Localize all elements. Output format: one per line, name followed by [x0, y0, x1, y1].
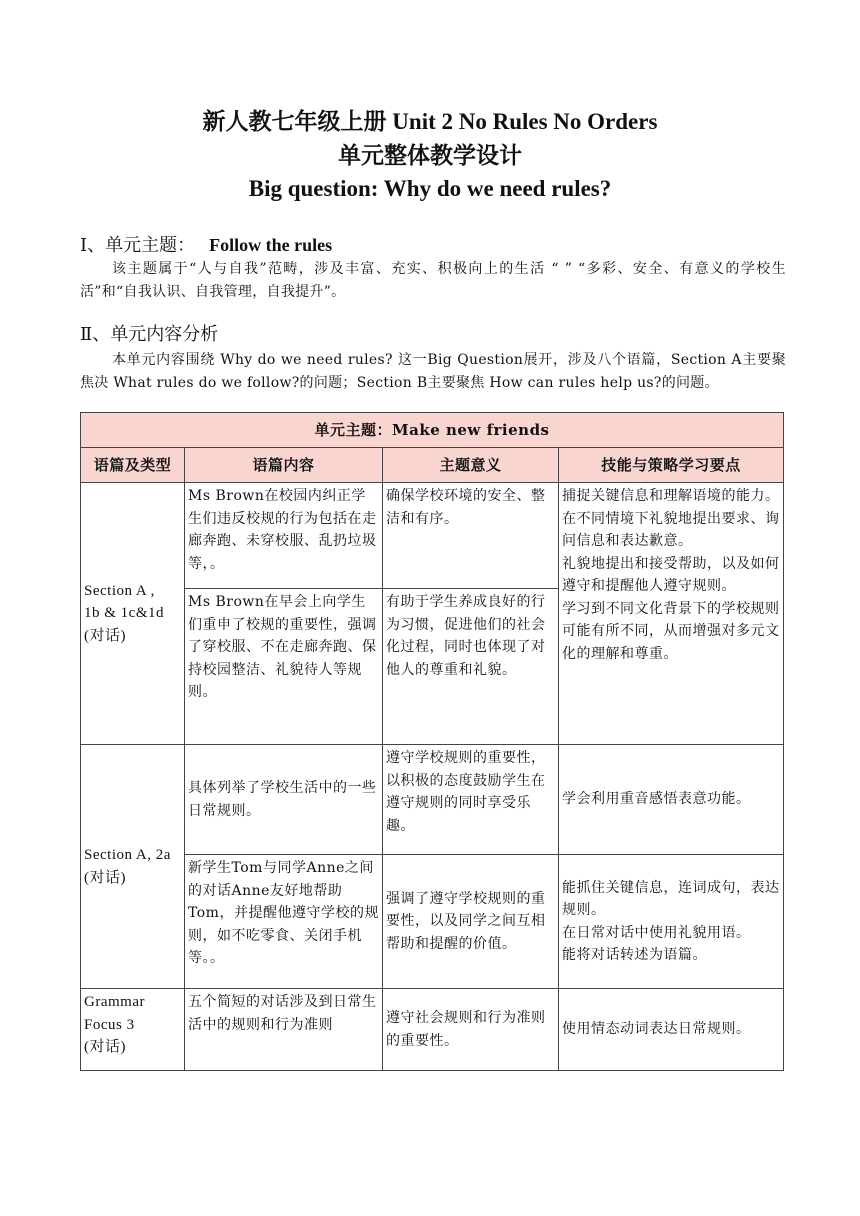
section2-paragraph: 本单元内容围绕 Why do we need rules? 这一Big Question展开，涉及八个语篇，Section A主要聚焦决 What rules do we follow?的问题；Section B主要聚焦 How can rules help us?的问题。 [80, 352, 786, 391]
table-row [81, 989, 784, 1071]
section1-heading-cn: Ⅰ、单元主题： [80, 235, 196, 256]
column-header-skills: 技能与策略学习要点 [559, 448, 784, 483]
meaning-cell: 遵守社会规则和行为准则的重要性。 [383, 989, 559, 1071]
content-cell: Ms Brown在校园内纠正学生们违反校规的行为包括在走廊奔跑、未穿校服、乱扔垃圾等，。 [185, 483, 383, 589]
column-header-content: 语篇内容 [185, 448, 383, 483]
table-theme-header: 单元主题：Make new friends [81, 413, 784, 448]
content-cell: Ms Brown在早会上向学生们重申了校规的重要性，强调了穿校服、不在走廊奔跑、保持校园整洁、礼貌待人等规则。 [185, 589, 383, 745]
column-header-type: 语篇及类型 [81, 448, 185, 483]
section1-paragraph: 该主题属于“人与自我”范畴，涉及丰富、充实、积极向上的生活 “ ” “多彩、安全、有意义的学校生活”和“自我认识、自我管理，自我提升”。 [80, 261, 786, 300]
meaning-cell: 确保学校环境的安全、整洁和有序。 [383, 483, 559, 589]
section-cell: Section A , 1b & 1c&1d (对话) [81, 483, 185, 745]
table-row [81, 483, 784, 589]
skills-cell: 使用情态动词表达日常规则。 [559, 989, 784, 1071]
table-row [81, 855, 784, 989]
meaning-cell: 强调了遵守学校规则的重要性，以及同学之间互相帮助和提醒的价值。 [383, 855, 559, 989]
document-subtitle: 单元整体教学设计 [338, 143, 522, 168]
meaning-cell: 有助于学生养成良好的行为习惯，促进他们的社会化过程，同时也体现了对他人的尊重和礼貌。 [383, 589, 559, 745]
skills-cell: 能抓住关键信息，连词成句，表达规则。 在日常对话中使用礼貌用语。 能将对话转述为语篇。 [559, 855, 784, 989]
content-cell: 新学生Tom与同学Anne之间的对话Anne友好地帮助Tom，并提醒他遵守学校的规则，如不吃零食、关闭手机等。。 [185, 855, 383, 989]
section-cell: Grammar Focus 3 (对话) [81, 989, 185, 1071]
section1-heading [80, 234, 332, 257]
content-cell: 五个简短的对话涉及到日常生活中的规则和行为准则 [185, 989, 383, 1071]
section1-heading-en: Follow the rules [209, 235, 333, 255]
section2-heading: Ⅱ、单元内容分析 [80, 324, 219, 345]
unit-analysis-table [80, 412, 784, 1071]
meaning-cell: 遵守学校规则的重要性，以积极的态度鼓励学生在遵守规则的同时享受乐趣。 [383, 745, 559, 855]
column-header-meaning: 主题意义 [383, 448, 559, 483]
skills-cell: 学会利用重音感悟表意功能。 [559, 745, 784, 855]
content-cell: 具体列举了学校生活中的一些日常规则。 [185, 745, 383, 855]
table-row [81, 745, 784, 855]
big-question: Big question: Why do we need rules? [248, 176, 612, 201]
section-cell: Section A, 2a (对话) [81, 745, 185, 989]
skills-cell: 捕捉关键信息和理解语境的能力。 在不同情境下礼貌地提出要求、询问信息和表达歉意。 礼貌地提出和接受帮助，以及如何遵守和提醒他人遵守规则。 学习到不同文化背景下的学校规则可能有所不同，从而增强对多元文化的理解和尊重。 [559, 483, 784, 745]
document-title: 新人教七年级上册 Unit 2 No Rules No Orders [202, 109, 658, 134]
